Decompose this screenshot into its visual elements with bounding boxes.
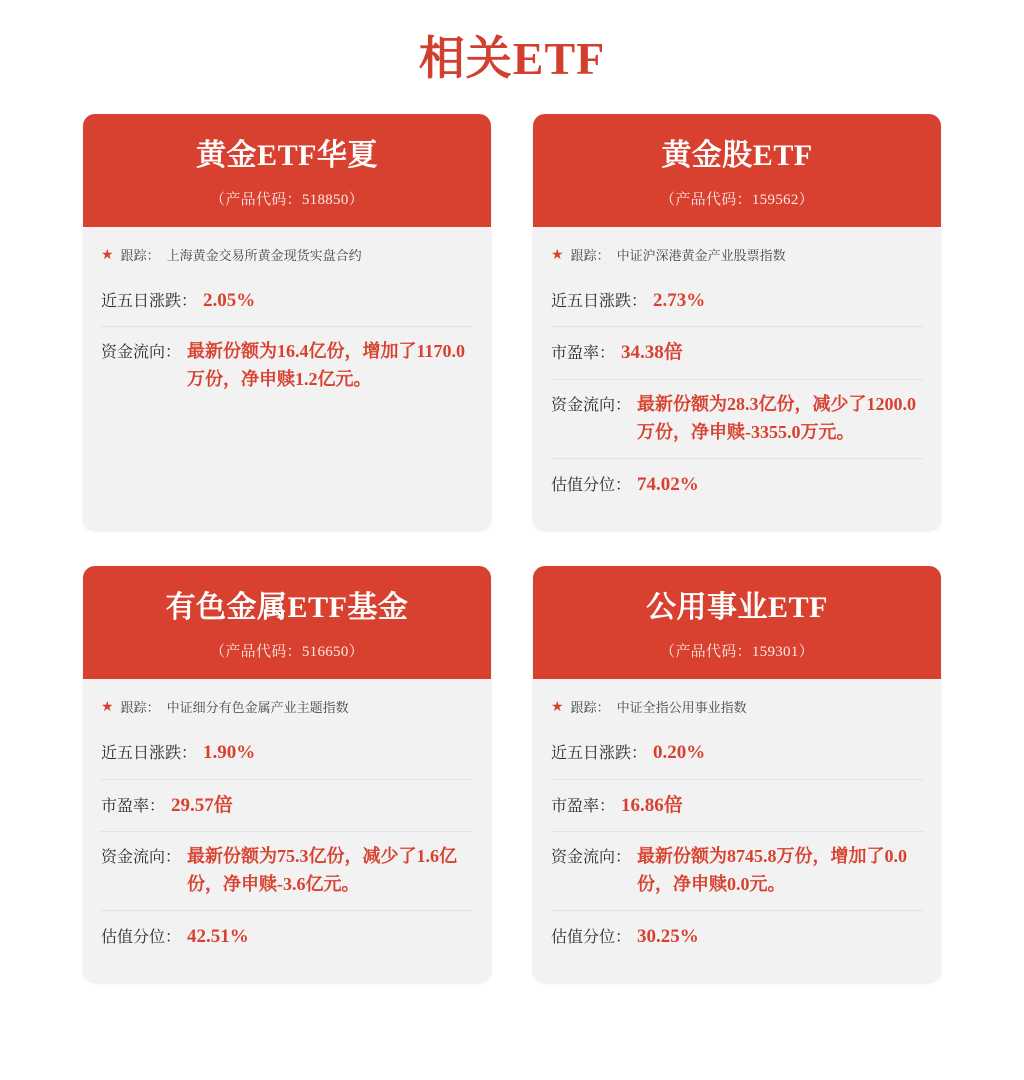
info-value: 16.86倍: [621, 794, 683, 816]
info-value: 2.05%: [203, 290, 256, 311]
info-row: [551, 831, 923, 910]
info-label: 资金流向：: [101, 848, 182, 866]
info-value: 74.02%: [637, 473, 699, 495]
etf-name: 公用事业ETF: [646, 591, 828, 625]
info-value: 最新份额为28.3亿份，减少了1200.0万份，净申赎-3355.0万元。: [637, 393, 917, 442]
card-header: [83, 114, 491, 227]
star-icon: ★: [101, 248, 114, 263]
info-label: 估值分位：: [551, 928, 632, 946]
etf-name: 有色金属ETF基金: [165, 591, 409, 625]
card-body: [533, 227, 941, 530]
card-header: [533, 566, 941, 679]
tracking-index-row: [551, 695, 923, 727]
card-header: [533, 114, 941, 227]
info-label: 估值分位：: [101, 928, 182, 946]
info-value: 30.25%: [637, 925, 699, 947]
info-value: 2.73%: [653, 290, 706, 311]
info-value: 34.38倍: [621, 342, 683, 364]
tracking-label: 跟踪：: [120, 248, 160, 263]
star-icon: ★: [101, 700, 114, 716]
info-row: [101, 779, 473, 831]
info-label: 资金流向：: [551, 848, 632, 866]
tracking-value: 中证细分有色金属产业主题指数: [166, 700, 349, 716]
card-header: [83, 566, 491, 679]
card-body: [533, 679, 941, 982]
tracking-label: 跟踪：: [570, 700, 610, 716]
star-icon: ★: [551, 700, 564, 716]
card-body: [83, 227, 491, 530]
info-row: [101, 275, 473, 326]
etf-card[interactable]: [83, 114, 491, 530]
etf-card-grid: [0, 96, 1024, 982]
info-value: 0.20%: [653, 742, 706, 764]
etf-code: （产品代码：159301）: [660, 644, 814, 661]
info-value: 最新份额为8745.8万份，增加了0.0份，净申赎0.0元。: [637, 845, 908, 894]
etf-name: 黄金ETF华夏: [196, 139, 378, 172]
info-label: 近五日涨跌：: [101, 745, 198, 763]
info-row: [101, 326, 473, 405]
info-label: 近五日涨跌：: [551, 293, 648, 310]
tracking-index-row: [551, 243, 923, 275]
info-value: 42.51%: [187, 925, 249, 947]
page-title: 相关ETF: [418, 33, 606, 84]
info-label: 资金流向：: [551, 396, 632, 414]
tracking-value: 中证全指公用事业指数: [616, 700, 747, 716]
info-row: [551, 910, 923, 962]
etf-card[interactable]: [83, 566, 491, 982]
info-row: [551, 779, 923, 831]
tracking-index-row: [101, 695, 473, 727]
tracking-label: 跟踪：: [120, 700, 160, 716]
info-row: [101, 727, 473, 778]
info-label: 近五日涨跌：: [551, 745, 648, 763]
info-row: [101, 831, 473, 910]
etf-card[interactable]: [533, 566, 941, 982]
info-row: [551, 458, 923, 510]
etf-name: 黄金股ETF: [661, 139, 813, 172]
tracking-value: 中证沪深港黄金产业股票指数: [616, 248, 786, 263]
info-label: 资金流向：: [101, 344, 182, 362]
etf-code: （产品代码：159562）: [660, 192, 814, 208]
etf-code: （产品代码：516650）: [210, 644, 364, 661]
info-row: [551, 727, 923, 778]
info-row: [551, 326, 923, 378]
info-label: 市盈率：: [551, 797, 616, 815]
info-value: 1.90%: [203, 742, 256, 764]
info-value: 29.57倍: [171, 794, 233, 816]
info-label: 估值分位：: [551, 476, 632, 494]
tracking-value: 上海黄金交易所黄金现货实盘合约: [166, 248, 362, 263]
info-row: [101, 910, 473, 962]
etf-code: （产品代码：518850）: [210, 192, 364, 208]
info-row: [551, 379, 923, 458]
info-label: 市盈率：: [101, 797, 166, 815]
star-icon: ★: [551, 248, 564, 263]
info-value: 最新份额为75.3亿份，减少了1.6亿份，净申赎-3.6亿元。: [187, 845, 458, 894]
info-value: 最新份额为16.4亿份，增加了1170.0万份，净申赎1.2亿元。: [187, 341, 466, 390]
tracking-label: 跟踪：: [570, 248, 610, 263]
etf-card[interactable]: [533, 114, 941, 530]
info-row: [551, 275, 923, 326]
card-body: [83, 679, 491, 982]
tracking-index-row: [101, 243, 473, 275]
info-label: 市盈率：: [551, 345, 616, 363]
info-label: 近五日涨跌：: [101, 293, 198, 310]
